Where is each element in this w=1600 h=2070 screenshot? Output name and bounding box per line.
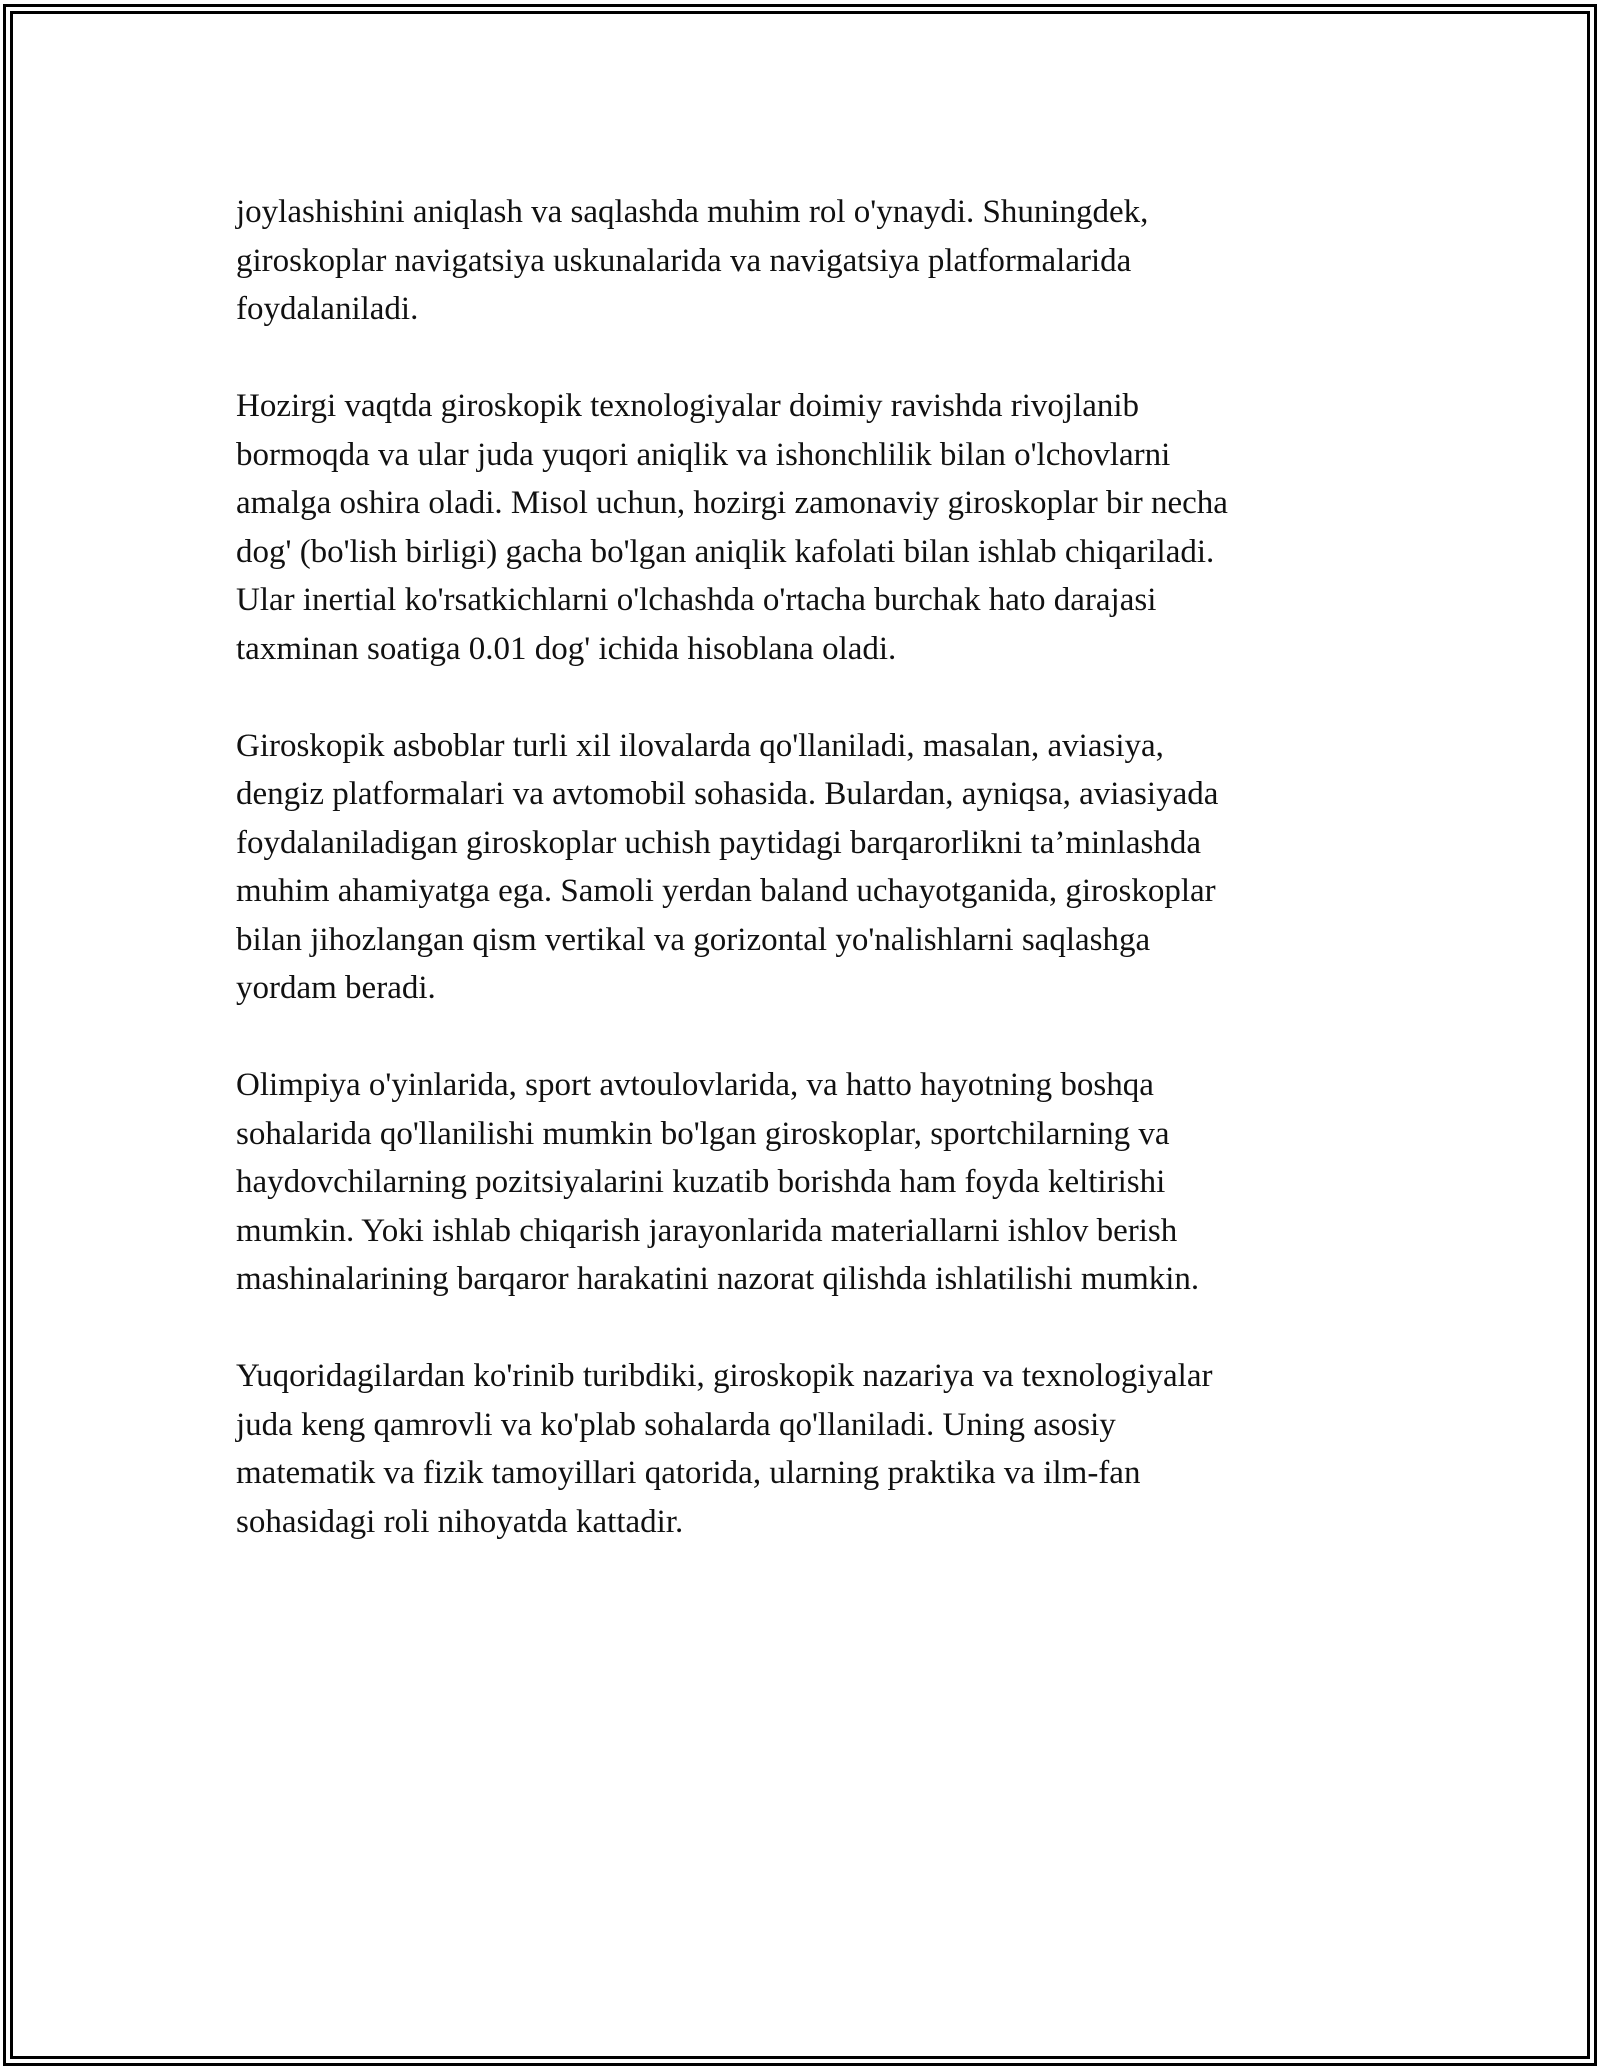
document-body — [236, 188, 1356, 1595]
paragraph-4: Olimpiya o'yinlarida, sport avtoulovlarida, va hatto hayotning boshqa sohalarida qo'llanilishi mumkin bo'lgan giroskoplar, sportchilarning va haydovchilarning pozitsiyalarini kuzatib borishda ham foyda keltirishi mumkin. Yoki ishlab chiqarish jarayonlarida materiallarni ishlov berish mashinalarining barqaror harakatini nazorat qilishda ishlatilishi mumkin. — [236, 1067, 1200, 1297]
paragraph-3: Giroskopik asboblar turli xil ilovalarda qo'llaniladi, masalan, aviasiya, dengiz platformalari va avtomobil sohasida. Bulardan, ayniqsa, aviasiyada foydalaniladigan giroskoplar uchish paytidagi barqarorlikni ta’minlashda muhim ahamiyatga ega. Samoli yerdan baland uchayotganida, giroskoplar bilan jihozlangan qism vertikal va gorizontal yo'nalishlarni saqlashga yordam beradi. — [236, 727, 1219, 1006]
paragraph-1: joylashishini aniqlash va saqlashda muhim rol o'ynaydi. Shuningdek, giroskoplar navigatsiya uskunalarida va navigatsiya platformalarida foydalaniladi. — [236, 194, 1149, 327]
paragraph-2: Hozirgi vaqtda giroskopik texnologiyalar doimiy ravishda rivojlanib bormoqda va ular juda yuqori aniqlik va ishonchlilik bilan o'lchovlarni amalga oshira oladi. Misol uchun, hozirgi zamonaviy giroskoplar bir necha dog' (bo'lish birligi) gacha bo'lgan aniqlik kafolati bilan ishlab chiqariladi. Ular inertial ko'rsatkichlarni o'lchashda o'rtacha burchak hato darajasi taxminan soatiga 0.01 dog' ichida hisoblana oladi. — [236, 388, 1228, 667]
paragraph-5: Yuqoridagilardan ko'rinib turibdiki, giroskopik nazariya va texnologiyalar juda keng qamrovli va ko'plab sohalarda qo'llaniladi. Uning asosiy matematik va fizik tamoyillari qatorida, ularning praktika va ilm-fan sohasidagi roli nihoyatda kattadir. — [236, 1358, 1213, 1540]
